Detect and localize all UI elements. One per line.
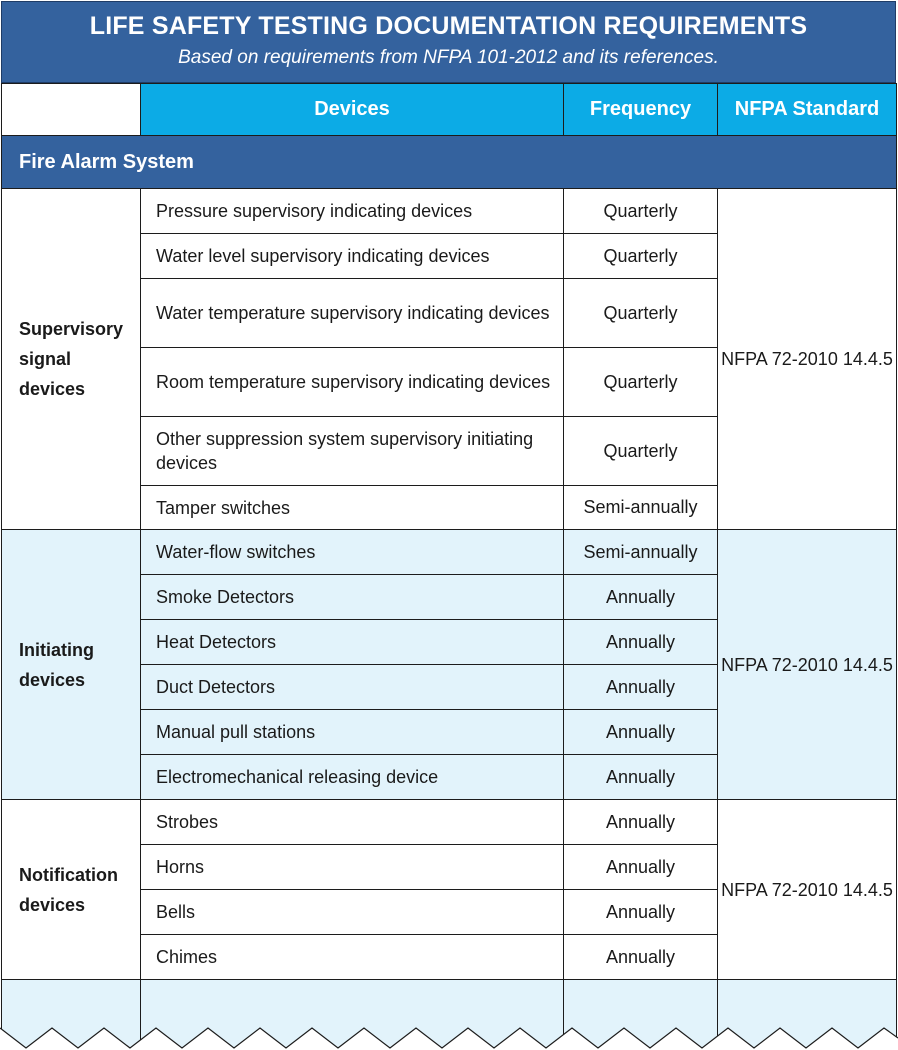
table-row-frequency: Quarterly [563,416,718,486]
page-title: LIFE SAFETY TESTING DOCUMENTATION REQUIREMENTS [89,12,808,40]
table-row-device: Water level supervisory indicating devices [140,233,564,279]
group-label-initiating: Initiating devices [1,529,141,800]
table-row-frequency: Quarterly [563,233,718,279]
group-standard-supervisory: NFPA 72-2010 14.4.5 [717,188,897,530]
table-row-frequency: Annually [563,619,718,665]
table-row-device: Manual pull stations [140,709,564,755]
table-row-device: Water temperature supervisory indicating devices [140,278,564,348]
column-header-devices: Devices [140,83,564,136]
title-banner [1,1,896,83]
header-blank-cell [1,83,141,136]
table-row-frequency: Annually [563,844,718,890]
table-row-frequency: Semi-annually [563,529,718,575]
table-row-device: Tamper switches [140,485,564,530]
table-row-frequency: Semi-annually [563,485,718,530]
table-row-frequency: Annually [563,574,718,620]
section-header-fire-alarm-system: Fire Alarm System [1,135,897,189]
table-row-device: Smoke Detectors [140,574,564,620]
column-header-nfpa-standard: NFPA Standard [717,83,897,136]
table-row-frequency: Quarterly [563,188,718,234]
table-row-device: Electromechanical releasing device [140,754,564,800]
table-row-frequency: Annually [563,664,718,710]
column-header-frequency: Frequency [563,83,718,136]
table-row-device: Pressure supervisory indicating devices [140,188,564,234]
table-row-frequency: Annually [563,799,718,845]
table-row-frequency: Quarterly [563,278,718,348]
table-row-device: Horns [140,844,564,890]
table-row-frequency: Quarterly [563,347,718,417]
table-row-frequency: Annually [563,709,718,755]
table-row-frequency: Annually [563,754,718,800]
torn-edge-zigzag [0,1018,898,1050]
group-label-notification: Notification devices [1,799,141,980]
table-row-device: Bells [140,889,564,935]
table-row-device: Duct Detectors [140,664,564,710]
group-label-supervisory: Supervisory signal devices [1,188,141,530]
table-row-device: Chimes [140,934,564,980]
table-row-device: Room temperature supervisory indicating devices [140,347,564,417]
table-row-device: Heat Detectors [140,619,564,665]
group-standard-initiating: NFPA 72-2010 14.4.5 [717,529,897,800]
table-row-device: Strobes [140,799,564,845]
table-row-device: Other suppression system supervisory initiating devices [140,416,564,486]
group-standard-notification: NFPA 72-2010 14.4.5 [717,799,897,980]
table-row-device: Water-flow switches [140,529,564,575]
table-row-frequency: Annually [563,889,718,935]
table-row-frequency: Annually [563,934,718,980]
page-subtitle: Based on requirements from NFPA 101-2012 and its references. [178,47,719,68]
